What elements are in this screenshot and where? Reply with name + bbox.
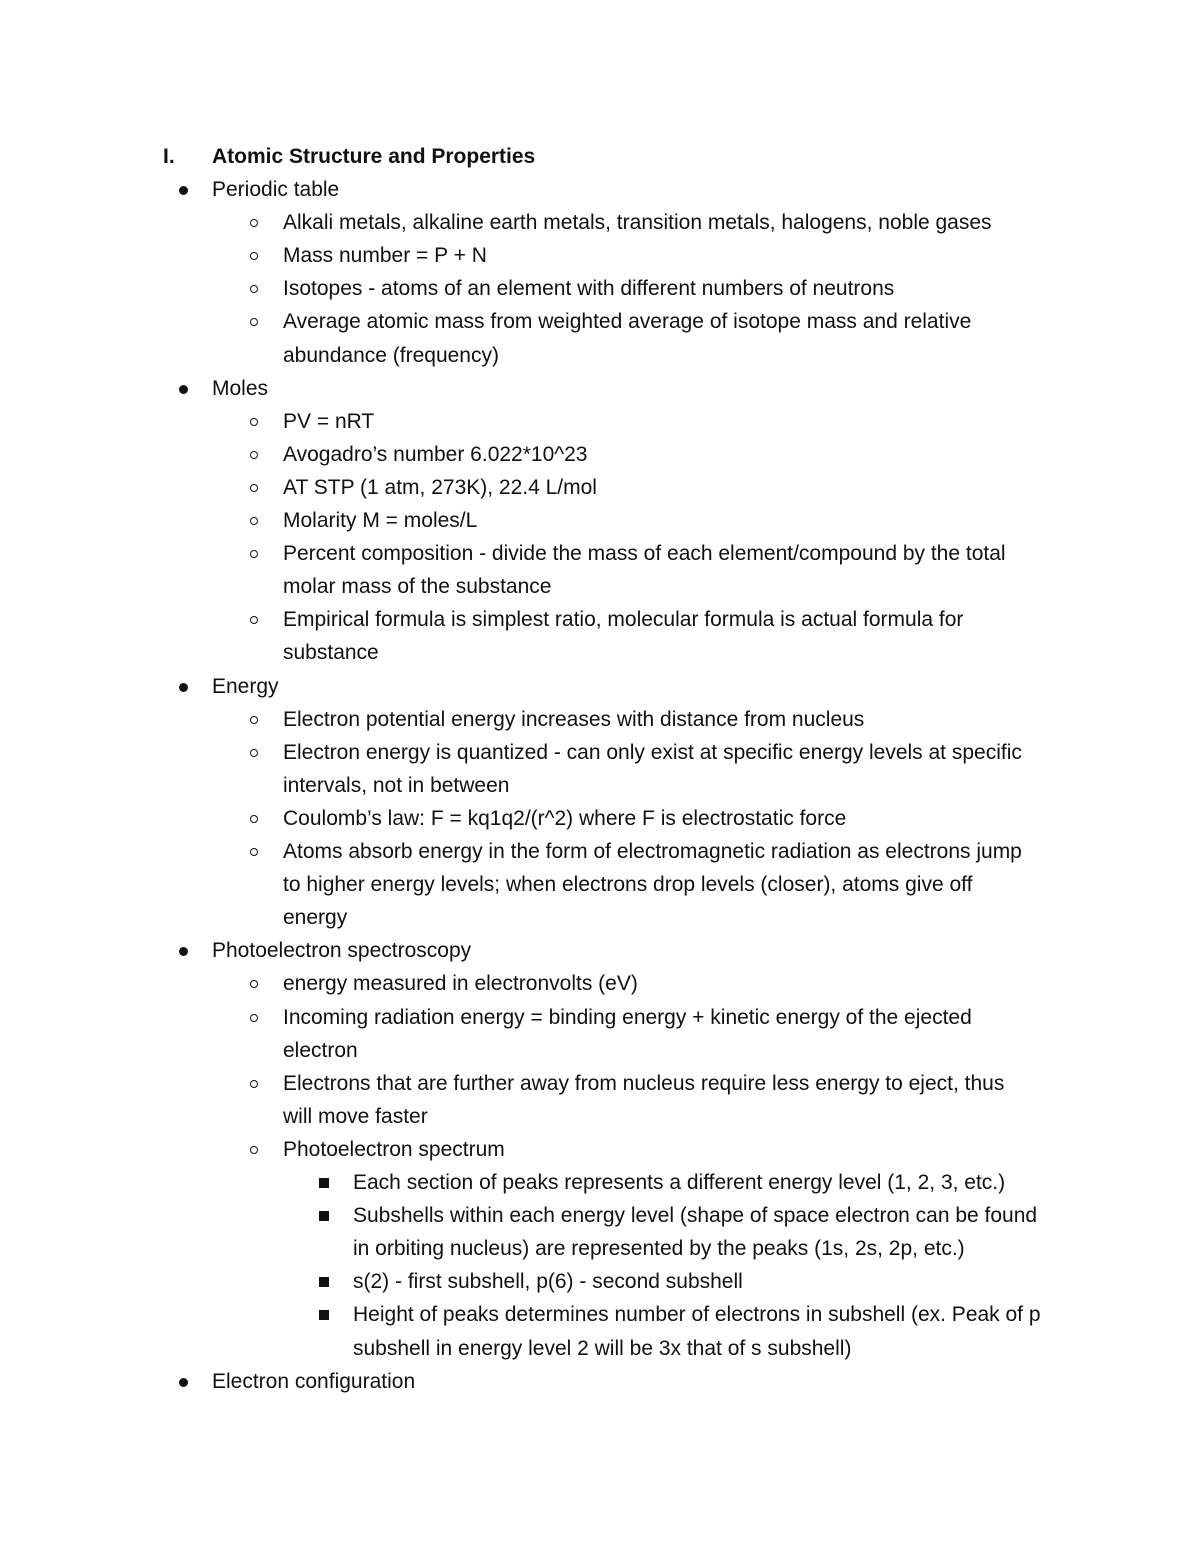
outline-item-level-1: Photoelectron spectroscopy (212, 939, 472, 962)
outline-item-level-2: Mass number = P + N (283, 244, 487, 267)
outline-item-level-2: AT STP (1 atm, 273K), 22.4 L/mol (283, 476, 597, 499)
circle-bullet-icon (250, 980, 258, 988)
circle-bullet-icon (250, 418, 258, 426)
circle-bullet-icon (250, 517, 258, 525)
disc-bullet-icon (179, 1378, 188, 1387)
circle-bullet-icon (250, 252, 258, 260)
outline-item-level-2: Electron potential energy increases with distance from nucleus (283, 708, 865, 731)
outline-item-level-2-continued: will move faster (283, 1105, 428, 1128)
outline-item-level-2-continued: substance (283, 641, 379, 664)
outline-item-level-2: Percent composition - divide the mass of each element/compound by the total (283, 542, 1006, 565)
outline-item-level-1: Periodic table (212, 178, 340, 201)
outline-item-level-1: Moles (212, 377, 269, 400)
circle-bullet-icon (250, 848, 258, 856)
outline-item-level-2: Electron energy is quantized - can only exist at specific energy levels at specific (283, 741, 1022, 764)
circle-bullet-icon (250, 550, 258, 558)
outline-item-level-2-continued: to higher energy levels; when electrons drop levels (closer), atoms give off (283, 873, 973, 896)
outline-item-level-3-continued: in orbiting nucleus) are represented by the peaks (1s, 2s, 2p, etc.) (353, 1237, 965, 1260)
disc-bullet-icon (179, 947, 188, 956)
square-bullet-icon (319, 1211, 329, 1221)
outline-item-level-2: Atoms absorb energy in the form of electromagnetic radiation as electrons jump (283, 840, 1022, 863)
outline-item-level-2: Incoming radiation energy = binding energy + kinetic energy of the ejected (283, 1006, 972, 1029)
outline-item-level-2: Electrons that are further away from nucleus require less energy to eject, thus (283, 1072, 1005, 1095)
circle-bullet-icon (250, 451, 258, 459)
circle-bullet-icon (250, 1014, 258, 1022)
outline-item-level-3: Subshells within each energy level (shape of space electron can be found (353, 1204, 1038, 1227)
outline-item-level-2: Coulomb’s law: F = kq1q2/(r^2) where F is electrostatic force (283, 807, 847, 830)
outline-item-level-1: Energy (212, 675, 279, 698)
outline-item-level-2-continued: abundance (frequency) (283, 344, 499, 367)
outline-item-level-2: Avogadro’s number 6.022*10^23 (283, 443, 588, 466)
outline-item-level-2-continued: intervals, not in between (283, 774, 510, 797)
outline-item-level-3-continued: subshell in energy level 2 will be 3x that of s subshell) (353, 1337, 852, 1360)
outline-item-level-2: Average atomic mass from weighted average of isotope mass and relative (283, 310, 972, 333)
square-bullet-icon (319, 1277, 329, 1287)
outline-item-level-2: Photoelectron spectrum (283, 1138, 505, 1161)
circle-bullet-icon (250, 318, 258, 326)
outline-item-level-2: Molarity M = moles/L (283, 509, 478, 532)
circle-bullet-icon (250, 219, 258, 227)
outline-item-level-2: PV = nRT (283, 410, 375, 433)
disc-bullet-icon (179, 683, 188, 692)
circle-bullet-icon (250, 1080, 258, 1088)
circle-bullet-icon (250, 616, 258, 624)
disc-bullet-icon (179, 385, 188, 394)
outline-item-level-3: Height of peaks determines number of electrons in subshell (ex. Peak of p (353, 1303, 1041, 1326)
outline-item-level-3: s(2) - first subshell, p(6) - second subshell (353, 1270, 743, 1293)
outline-item-level-1: Electron configuration (212, 1370, 416, 1393)
outline-item-level-2: Isotopes - atoms of an element with different numbers of neutrons (283, 277, 895, 300)
outline-item-level-2-continued: molar mass of the substance (283, 575, 552, 598)
outline-item-level-2: Alkali metals, alkaline earth metals, transition metals, halogens, noble gases (283, 211, 992, 234)
circle-bullet-icon (250, 815, 258, 823)
outline-item-level-2-continued: electron (283, 1039, 358, 1062)
circle-bullet-icon (250, 484, 258, 492)
square-bullet-icon (319, 1310, 329, 1320)
outline-item-level-2: energy measured in electronvolts (eV) (283, 972, 638, 995)
section-numeral: I. (163, 145, 175, 168)
circle-bullet-icon (250, 1146, 258, 1154)
outline-item-level-3: Each section of peaks represents a different energy level (1, 2, 3, etc.) (353, 1171, 1006, 1194)
outline-item-level-2-continued: energy (283, 906, 348, 929)
square-bullet-icon (319, 1178, 329, 1188)
circle-bullet-icon (250, 285, 258, 293)
section-title: Atomic Structure and Properties (212, 145, 536, 168)
circle-bullet-icon (250, 716, 258, 724)
circle-bullet-icon (250, 749, 258, 757)
disc-bullet-icon (179, 186, 188, 195)
outline-item-level-2: Empirical formula is simplest ratio, molecular formula is actual formula for (283, 608, 964, 631)
